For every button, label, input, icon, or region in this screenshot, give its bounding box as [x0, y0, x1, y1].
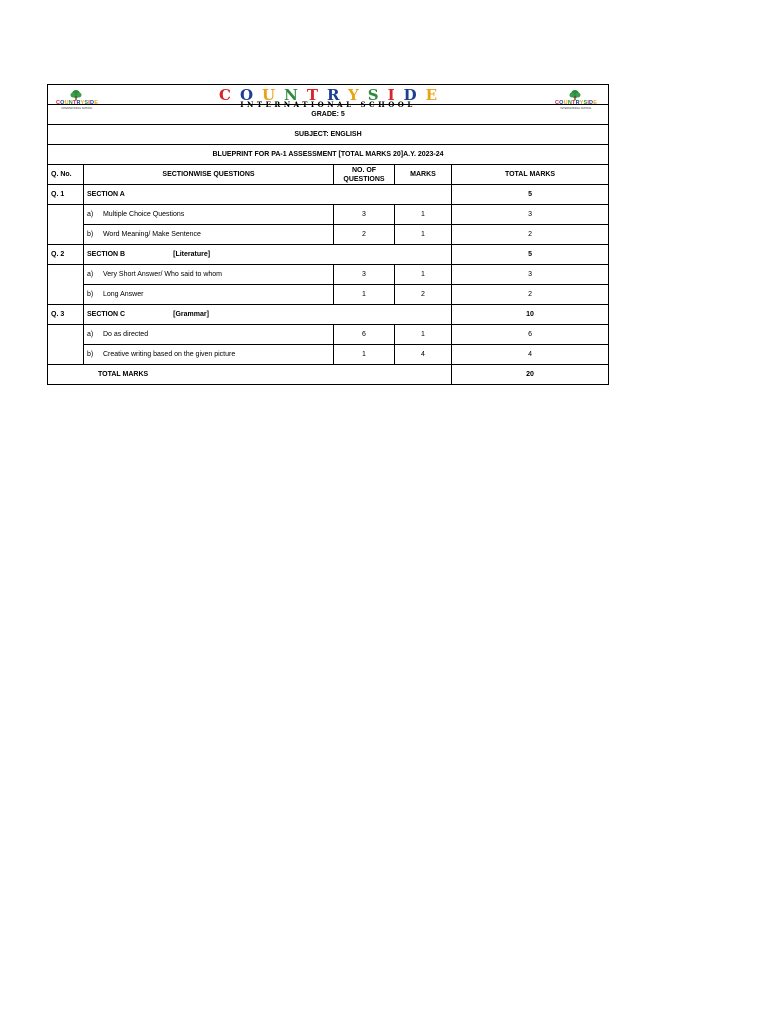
section-tag: [Literature]: [173, 251, 211, 258]
item-num: 3: [334, 205, 395, 225]
column-header-row: [48, 165, 609, 185]
blank-cell: [48, 205, 84, 245]
item-total: 2: [452, 285, 609, 305]
item-label: b): [87, 291, 94, 298]
item-text-cell: [84, 345, 334, 365]
school-name-letter: C: [218, 86, 240, 104]
school-name-letter: S: [84, 100, 89, 106]
table-row: [48, 205, 609, 225]
school-name-letter: I: [88, 100, 90, 106]
blank-cell: [48, 265, 84, 305]
grade-label: GRADE: 5: [48, 105, 609, 125]
item-text: Long Answer: [102, 291, 144, 298]
subject-row: [48, 125, 609, 145]
school-brand: [48, 88, 608, 109]
school-name-letter: O: [559, 100, 564, 106]
school-name-letter: Y: [80, 100, 85, 106]
total-row: [48, 365, 609, 385]
school-name-letter: E: [94, 100, 99, 106]
item-num: 2: [334, 225, 395, 245]
blueprint-table: [47, 84, 609, 385]
item-num: 1: [334, 345, 395, 365]
item-text-cell: [84, 265, 334, 285]
school-name-letter: Y: [579, 100, 584, 106]
section-row: [48, 305, 609, 325]
school-header-cell: [48, 85, 609, 110]
item-text-cell: [84, 285, 334, 305]
item-total: 3: [452, 205, 609, 225]
item-total: 4: [452, 345, 609, 365]
col-header-num-questions: NO. OF QUESTIONS: [334, 165, 395, 185]
item-total: 3: [452, 265, 609, 285]
item-label: b): [87, 351, 94, 358]
total-marks-value: 20: [452, 365, 609, 385]
school-name-letter: U: [262, 86, 285, 104]
blank-cell: [48, 325, 84, 365]
blueprint-title-row: [48, 145, 609, 165]
item-text-cell: [84, 205, 334, 225]
school-name-letter: U: [64, 100, 69, 106]
item-marks: 1: [395, 205, 452, 225]
school-name-letter: D: [403, 86, 426, 104]
item-marks: 4: [395, 345, 452, 365]
school-name-letter: O: [60, 100, 65, 106]
item-label: b): [87, 231, 94, 238]
tree-icon: [568, 90, 582, 100]
item-text-cell: [84, 325, 334, 345]
school-name-letter: D: [589, 100, 594, 106]
table-row: [48, 285, 609, 305]
section-title: SECTION A: [87, 191, 125, 198]
item-label: a): [87, 211, 94, 218]
section-total: 5: [452, 245, 609, 265]
section-total: 10: [452, 305, 609, 325]
blueprint-sheet: [47, 84, 608, 385]
school-name-letter: I: [587, 100, 590, 106]
school-name-letter: T: [306, 86, 327, 104]
item-total: 6: [452, 325, 609, 345]
item-marks: 1: [395, 265, 452, 285]
section-total: 5: [452, 185, 609, 205]
school-name-letter: C: [554, 100, 560, 106]
item-marks: 2: [395, 285, 452, 305]
school-name-letter: Y: [348, 86, 368, 104]
table-row: [48, 225, 609, 245]
school-name-letter: N: [284, 86, 307, 104]
col-header-qno: Q. No.: [48, 165, 84, 185]
section-row: [48, 245, 609, 265]
section-title-cell: [84, 245, 452, 265]
item-num: 3: [334, 265, 395, 285]
school-name-letter: O: [239, 86, 263, 104]
total-marks-label: TOTAL MARKS: [48, 365, 452, 385]
school-name-letter: I: [387, 86, 404, 104]
item-num: 1: [334, 285, 395, 305]
school-name-letter: E: [425, 86, 447, 104]
item-text: Multiple Choice Questions: [102, 211, 185, 218]
item-label: a): [87, 271, 94, 278]
section-title-cell: [84, 185, 452, 205]
mini-logo-text: [554, 100, 598, 106]
mini-logo-subtitle: INTERNATIONAL SCHOOL: [61, 107, 93, 110]
school-name-letter: S: [367, 86, 388, 104]
school-name-letter: R: [575, 100, 580, 106]
subject-label: SUBJECT: ENGLISH: [48, 125, 609, 145]
school-name-letter: T: [72, 100, 77, 106]
school-name-letter: N: [567, 100, 573, 106]
item-label: a): [87, 331, 94, 338]
blueprint-title: BLUEPRINT FOR PA-1 ASSESSMENT [TOTAL MARKS 20]A.Y. 2023-24: [48, 145, 609, 165]
school-name-letter: E: [593, 100, 598, 106]
section-row: [48, 185, 609, 205]
section-title: SECTION C: [87, 311, 126, 318]
school-name-letter: U: [563, 100, 568, 106]
section-title: SECTION B: [87, 251, 126, 258]
school-name-letter: R: [327, 86, 349, 104]
school-name-letter: C: [55, 100, 61, 106]
item-marks: 1: [395, 225, 452, 245]
item-total: 2: [452, 225, 609, 245]
section-qno: Q. 1: [48, 185, 84, 205]
school-name-letter: R: [76, 100, 81, 106]
table-row: [48, 265, 609, 285]
item-num: 6: [334, 325, 395, 345]
school-logo-right: [554, 90, 598, 112]
section-title-cell: [84, 305, 452, 325]
item-text: Do as directed: [102, 331, 149, 338]
col-header-total: TOTAL MARKS: [452, 165, 609, 185]
item-marks: 1: [395, 325, 452, 345]
col-header-section: SECTIONWISE QUESTIONS: [84, 165, 334, 185]
school-header-row: [48, 85, 609, 105]
school-subtitle: INTERNATIONAL SCHOOL: [240, 100, 416, 109]
item-text: Very Short Answer/ Who said to whom: [102, 271, 223, 278]
table-row: [48, 345, 609, 365]
item-text-cell: [84, 225, 334, 245]
col-header-marks: MARKS: [395, 165, 452, 185]
mini-logo-subtitle: INTERNATIONAL SCHOOL: [560, 107, 592, 110]
table-row: [48, 325, 609, 345]
section-qno: Q. 3: [48, 305, 84, 325]
item-text: Word Meaning/ Make Sentence: [102, 231, 201, 238]
school-name-letter: S: [583, 100, 588, 106]
section-qno: Q. 2: [48, 245, 84, 265]
section-tag: [Grammar]: [173, 311, 209, 318]
school-name-letter: T: [572, 100, 576, 106]
item-text: Creative writing based on the given picture: [102, 351, 236, 358]
school-name-letter: D: [90, 100, 95, 106]
school-name-letter: N: [68, 100, 73, 106]
